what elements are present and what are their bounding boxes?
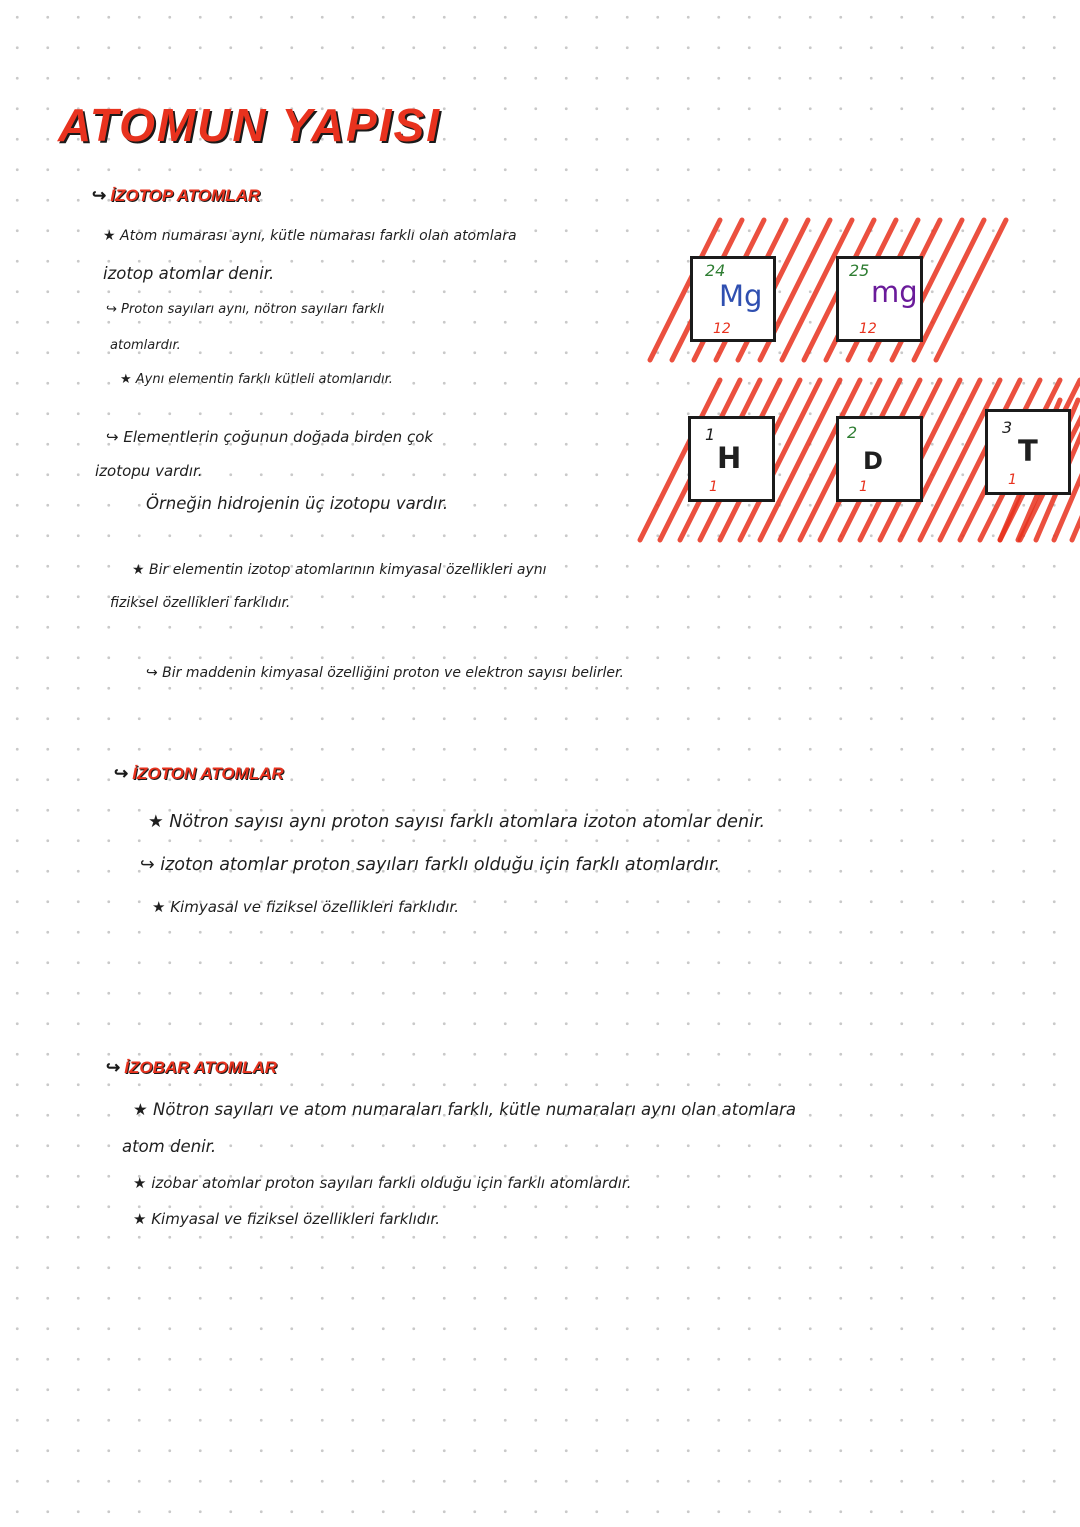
izotop-line-7: izotopu vardır. [95, 462, 203, 480]
element-box-h [688, 416, 775, 502]
mass-number: 1 [705, 425, 716, 444]
atomic-number: 12 [713, 321, 731, 337]
izobar-line-2: atom denir. [122, 1137, 217, 1156]
izoton-line-3: ★ Kimyasal ve fiziksel özellikleri farklıdır. [152, 898, 459, 916]
izobar-line-1: ★ Nötron sayıları ve atom numaraları farklı, kütle numaraları aynı olan atomlara [133, 1100, 797, 1119]
atomic-number: 1 [709, 479, 718, 495]
mass-number: 25 [849, 261, 870, 280]
element-symbol: Mg [719, 279, 763, 313]
izotop-line-1: ★ Atom numarası aynı, kütle numarası farklı olan atomlara [103, 228, 517, 244]
izotop-line-4: atomlardır. [110, 338, 181, 353]
izotop-line-9: ★ Bir elementin izotop atomlarının kimyasal özellikleri aynı [132, 562, 547, 578]
page-title: ATOMUN YAPISI [58, 99, 441, 151]
atomic-number: 1 [859, 479, 868, 495]
izotop-line-8: Örneğin hidrojenin üç izotopu vardır. [146, 494, 449, 513]
izotop-line-11: ↪ Bir maddenin kimyasal özelliğini proton ve elektron sayısı belirler. [146, 665, 624, 681]
section-heading-izotop: ↪ İZOTOP ATOMLAR [92, 186, 261, 205]
element-box-mg25 [836, 256, 923, 342]
section-heading-izoton: ↪ İZOTON ATOMLAR [114, 764, 284, 783]
hook-arrow-icon: ↪ [106, 1058, 121, 1077]
element-symbol: D [863, 447, 883, 475]
element-box-d [836, 416, 923, 502]
element-symbol: H [717, 441, 742, 475]
izoton-line-2: ↪ izoton atomlar proton sayıları farklı olduğu için farklı atomlardır. [140, 855, 721, 875]
hook-arrow-icon: ↪ [114, 764, 129, 783]
mass-number: 2 [847, 423, 858, 442]
element-box-mg24 [690, 256, 776, 342]
izotop-line-10: fiziksel özellikleri farklıdır. [110, 595, 291, 611]
atomic-number: 1 [1008, 472, 1017, 488]
element-symbol: T [1018, 434, 1038, 468]
atomic-number: 12 [859, 321, 877, 337]
izobar-line-3: ★ izobar atomlar proton sayıları farklı olduğu için farklı atomlardır. [133, 1174, 632, 1192]
izotop-line-5: ★ Aynı elementin farklı kütleli atomlarıdır. [120, 372, 393, 387]
mass-number: 3 [1002, 418, 1013, 437]
izobar-line-4: ★ Kimyasal ve fiziksel özellikleri farklıdır. [133, 1210, 440, 1228]
izotop-line-6: ↪ Elementlerin çoğunun doğada birden çok [106, 428, 434, 446]
hook-arrow-icon: ↪ [92, 186, 107, 205]
element-box-t [985, 409, 1071, 495]
section-heading-izobar: ↪ İZOBAR ATOMLAR [106, 1058, 277, 1077]
mass-number: 24 [705, 261, 726, 280]
izotop-line-2: izotop atomlar denir. [103, 264, 275, 283]
izoton-line-1: ★ Nötron sayısı aynı proton sayısı farklı atomlara izoton atomlar denir. [148, 812, 766, 832]
izotop-line-3: ↪ Proton sayıları aynı, nötron sayıları farklı [106, 302, 385, 317]
element-symbol: mg [871, 275, 918, 309]
